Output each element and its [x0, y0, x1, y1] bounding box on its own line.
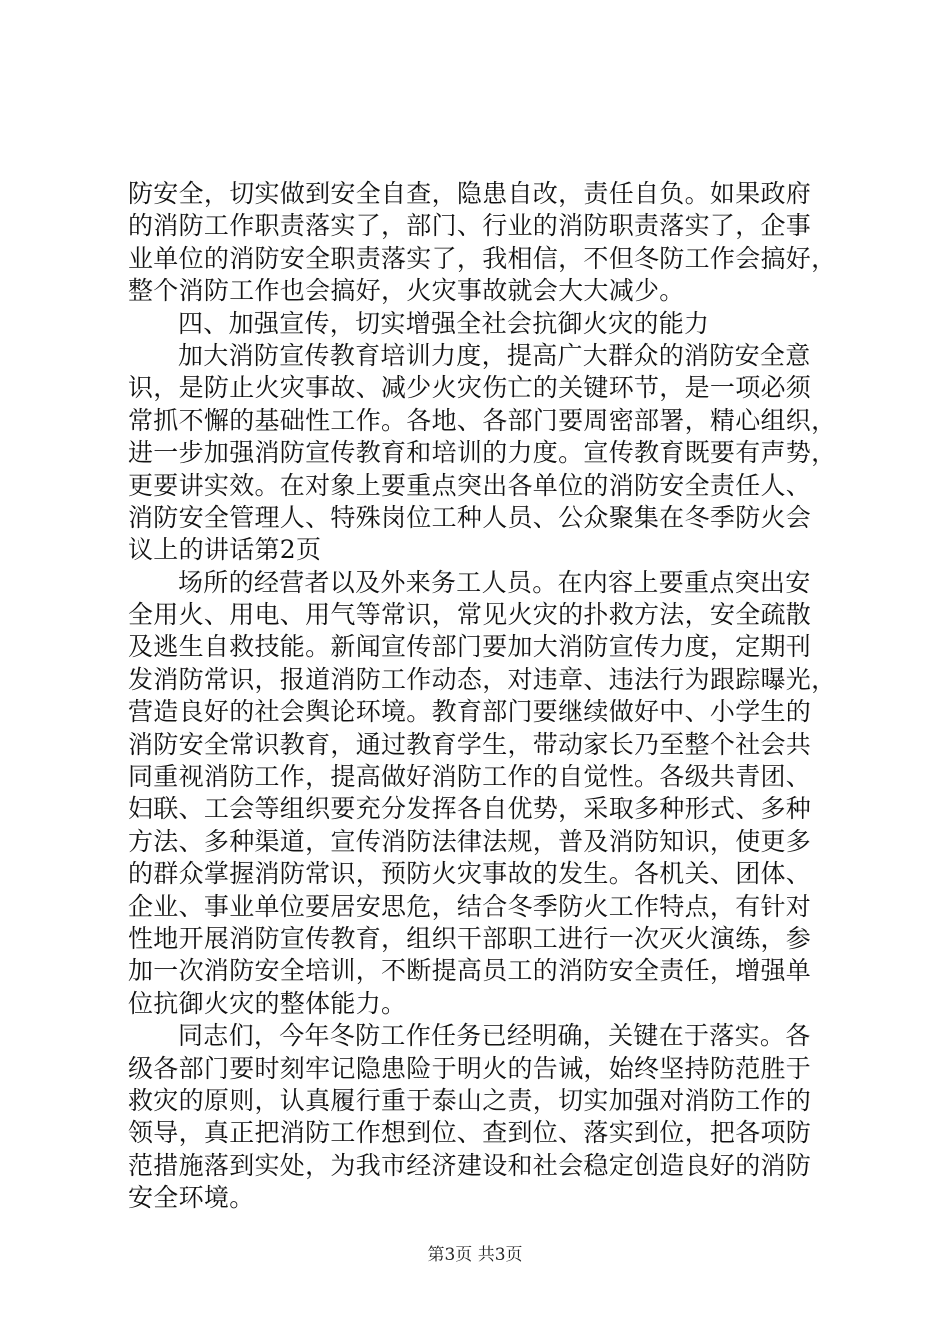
text-line: 性地开展消防宣传教育，组织干部职工进行一次灭火演练，参: [128, 923, 812, 953]
text-line: 加大消防宣传教育培训力度，提高广大群众的消防安全意: [178, 340, 811, 370]
section-heading: 四、加强宣传，切实增强全社会抗御火灾的能力: [178, 308, 710, 338]
text-line: 同重视消防工作，提高做好消防工作的自觉性。各级共青团、: [128, 762, 812, 792]
text-line: 发消防常识，报道消防工作动态，对违章、违法行为跟踪曝光，: [128, 664, 837, 694]
text-line: 常抓不懈的基础性工作。各地、各部门要周密部署，精心组织，: [128, 405, 837, 435]
text-line: 同志们，今年冬防工作任务已经明确，关键在于落实。各: [178, 1021, 811, 1051]
text-line: 全用火、用电、用气等常识，常见火灾的扑救方法，安全疏散: [128, 600, 812, 630]
text-line: 进一步加强消防宣传教育和培训的力度。宣传教育既要有声势，: [128, 438, 837, 468]
text-line: 更要讲实效。在对象上要重点突出各单位的消防安全责任人、: [128, 470, 812, 500]
text-line: 加一次消防安全培训，不断提高员工的消防安全责任，增强单: [128, 956, 812, 986]
text-line: 企业、事业单位要居安思危，结合冬季防火工作特点，有针对: [128, 891, 812, 921]
text-line: 消防安全管理人、特殊岗位工种人员、公众聚集在冬季防火会: [128, 502, 812, 532]
text-line: 安全环境。: [128, 1183, 255, 1213]
text-line: 救灾的原则，认真履行重于泰山之责，切实加强对消防工作的: [128, 1085, 812, 1115]
text-line: 营造良好的社会舆论环境。教育部门要继续做好中、小学生的: [128, 697, 812, 727]
text-line: 范措施落到实处，为我市经济建设和社会稳定创造良好的消防: [128, 1150, 812, 1180]
text-line: 整个消防工作也会搞好，火灾事故就会大大减少。: [128, 276, 685, 306]
text-line: 领导，真正把消防工作想到位、查到位、落实到位，把各项防: [128, 1118, 812, 1148]
text-line: 业单位的消防安全职责落实了，我相信，不但冬防工作会搞好，: [128, 243, 837, 273]
text-line: 议上的讲话第2页: [128, 535, 322, 565]
text-line: 消防安全常识教育，通过教育学生，带动家长乃至整个社会共: [128, 729, 812, 759]
text-line: 场所的经营者以及外来务工人员。在内容上要重点突出安: [178, 567, 811, 597]
text-line: 识，是防止火灾事故、减少火灾伤亡的关键环节，是一项必须: [128, 373, 812, 403]
document-body: [128, 178, 842, 1215]
text-line: 的消防工作职责落实了，部门、行业的消防职责落实了，企事: [128, 211, 812, 241]
text-line: 级各部门要时刻牢记隐患险于明火的告诫，始终坚持防范胜于: [128, 1053, 812, 1083]
text-line: 防安全，切实做到安全自查，隐患自改，责任自负。如果政府: [128, 179, 812, 208]
text-line: 位抗御火灾的整体能力。: [128, 988, 407, 1018]
page-footer: 第3页 共3页: [427, 1245, 523, 1265]
text-line: 的群众掌握消防常识，预防火灾事故的发生。各机关、团体、: [128, 859, 812, 889]
text-line: 及逃生自救技能。新闻宣传部门要加大消防宣传力度，定期刊: [128, 632, 812, 662]
text-line: 方法、多种渠道，宣传消防法律法规，普及消防知识，使更多: [128, 826, 812, 856]
text-line: 妇联、工会等组织要充分发挥各自优势，采取多种形式、多种: [128, 794, 812, 824]
